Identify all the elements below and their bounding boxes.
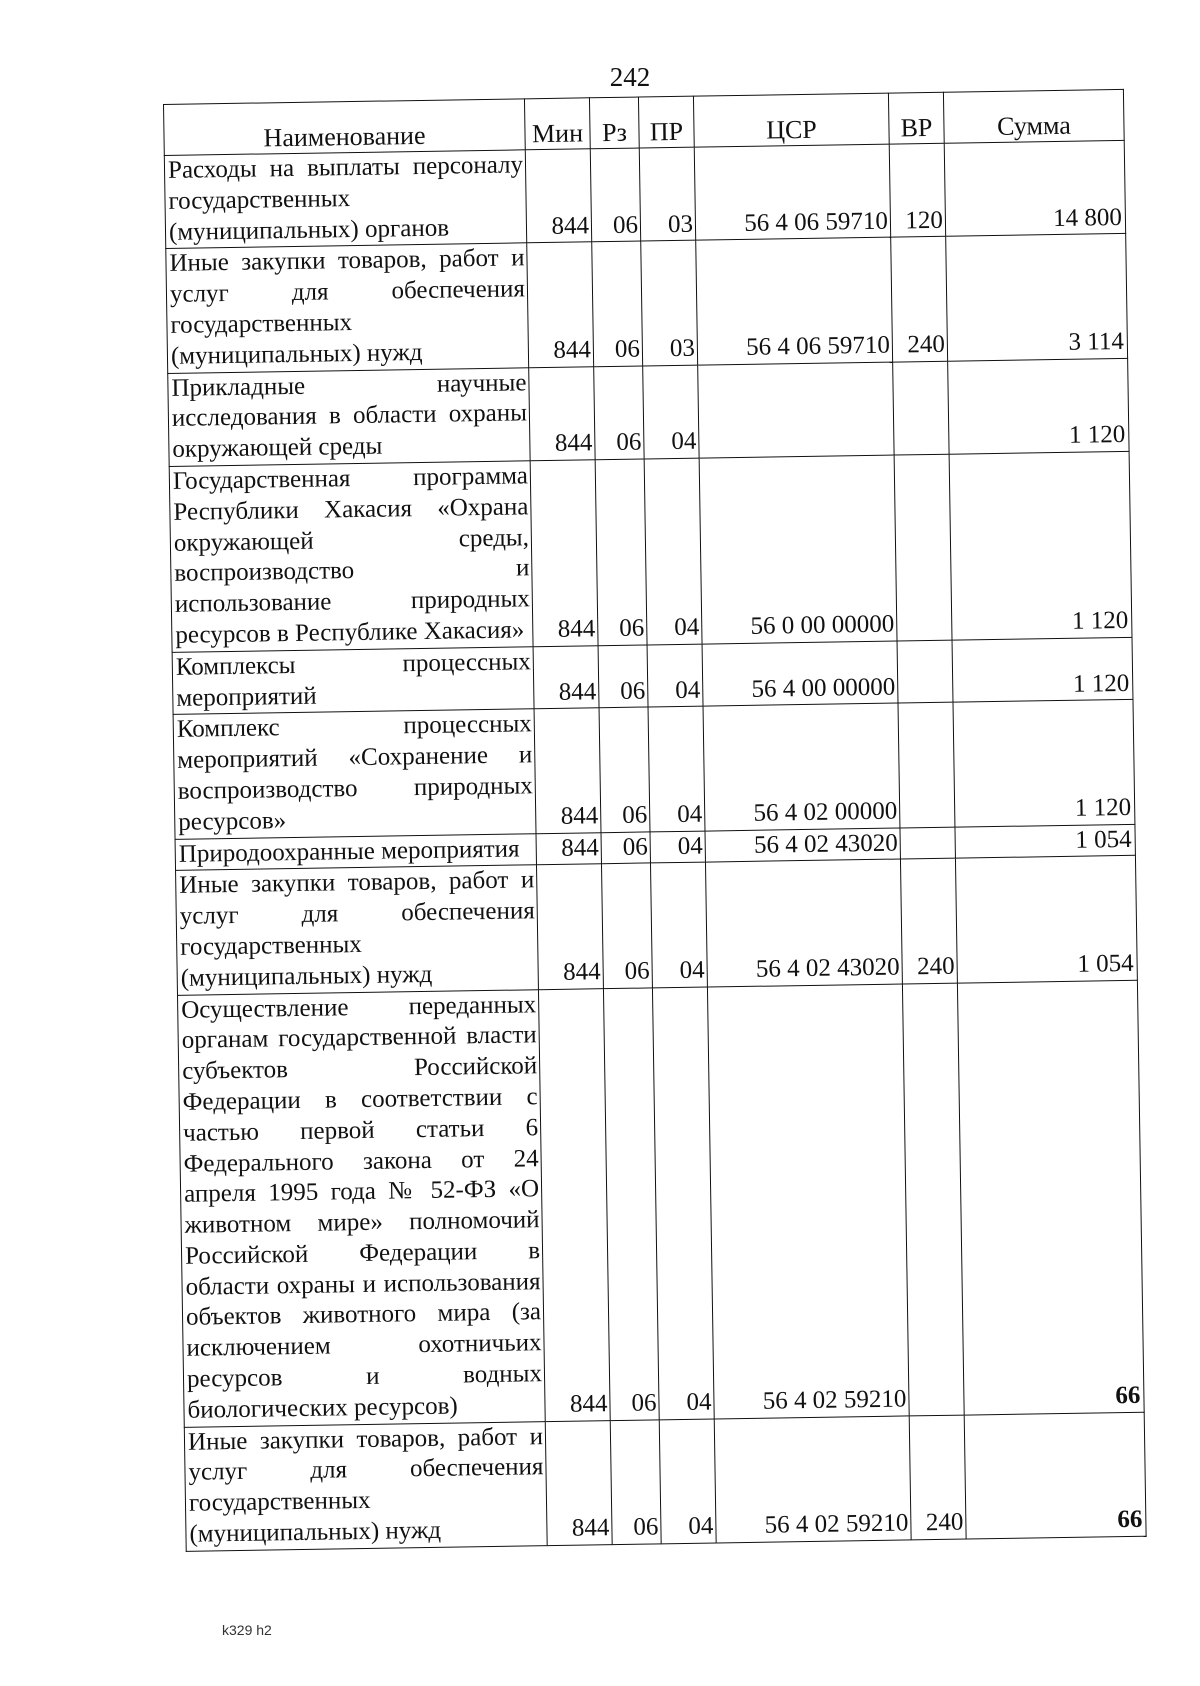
page-number: 242 — [609, 62, 651, 92]
row-csr: 56 4 02 59210 — [707, 984, 909, 1419]
row-csr: 56 4 02 43020 — [705, 828, 900, 863]
row-vr: 120 — [889, 143, 945, 237]
header-vr: ВР — [888, 92, 944, 144]
row-name: Иные закупки товаров, работ и услуг для обеспечения государственных (муниципальных) нужд — [184, 1421, 547, 1551]
header-csr: ЦСР — [693, 93, 889, 147]
row-name: Природоохранные мероприятия — [175, 833, 536, 870]
row-sum: 1 120 — [952, 637, 1133, 702]
row-vr: 240 — [909, 1415, 966, 1540]
row-min: 844 — [534, 708, 601, 833]
row-pr: 04 — [659, 1419, 716, 1544]
row-pr: 04 — [647, 644, 703, 707]
header-name: Наименование — [164, 99, 526, 156]
row-pr: 04 — [643, 365, 699, 459]
row-sum: 1 120 — [948, 358, 1129, 454]
row-min: 844 — [538, 988, 610, 1421]
table-row — [176, 856, 1138, 995]
row-rz: 06 — [601, 831, 650, 864]
row-rz: 06 — [594, 366, 644, 460]
row-pr: 04 — [650, 831, 705, 864]
row-sum: 3 114 — [946, 234, 1128, 361]
row-csr: 56 4 02 59210 — [714, 1416, 911, 1543]
row-name: Иные закупки товаров, работ и услуг для обеспечения государственных (муниципальных) нужд — [176, 865, 539, 995]
row-csr: 56 4 06 59710 — [696, 237, 893, 364]
row-csr: 56 4 02 43020 — [705, 859, 902, 986]
table-row — [164, 140, 1125, 248]
row-rz: 06 — [592, 241, 643, 366]
header-sum: Сумма — [943, 89, 1124, 143]
header-pr: ПР — [638, 96, 694, 148]
row-name: Комплексы процессных мероприятий — [172, 647, 534, 715]
row-name: Иные закупки товаров, работ и услуг для обеспечения государственных (муниципальных) нужд — [166, 243, 529, 373]
table-row — [177, 980, 1144, 1427]
row-sum: 66 — [957, 980, 1144, 1415]
row-name: Комплекс процессных мероприятий «Сохранение и воспроизводство природных ресурсов» — [173, 709, 536, 839]
row-sum: 66 — [964, 1412, 1146, 1539]
row-vr — [894, 454, 952, 641]
row-csr: 56 4 00 00000 — [702, 641, 898, 707]
row-csr: 56 4 06 59710 — [694, 144, 890, 240]
row-min: 844 — [545, 1420, 612, 1545]
table-row — [184, 1412, 1146, 1551]
row-rz: 06 — [599, 707, 650, 832]
row-pr: 04 — [652, 987, 714, 1420]
budget-sheet — [163, 89, 1146, 1552]
row-sum: 14 800 — [944, 140, 1125, 236]
row-vr — [902, 983, 964, 1416]
row-min: 844 — [537, 864, 604, 989]
row-csr: 56 4 02 00000 — [703, 703, 900, 830]
table-row — [173, 700, 1135, 839]
row-pr: 03 — [639, 147, 695, 241]
row-sum: 1 054 — [955, 856, 1137, 983]
row-min: 844 — [536, 832, 601, 865]
row-min: 844 — [533, 645, 599, 709]
row-vr — [893, 361, 949, 455]
table-row — [166, 234, 1128, 373]
row-sum: 1 120 — [953, 700, 1135, 827]
row-name: Государственная программа Республики Хакасия «Охрана окружающей среды, воспроизводство и использование природных ресурсов в Республике Хакасия» — [169, 461, 533, 652]
table-row — [168, 358, 1129, 466]
row-vr: 240 — [891, 237, 948, 362]
row-pr: 04 — [648, 706, 705, 831]
row-min: 844 — [529, 366, 595, 460]
row-vr — [897, 640, 953, 703]
header-rz: Рз — [589, 97, 639, 149]
row-min: 844 — [530, 460, 598, 647]
row-vr — [900, 827, 955, 860]
row-sum: 1 054 — [955, 824, 1135, 859]
row-csr: 56 0 00 00000 — [699, 455, 897, 644]
table-row — [169, 451, 1132, 652]
row-vr — [898, 703, 955, 828]
row-pr: 04 — [650, 862, 707, 987]
row-min: 844 — [525, 149, 591, 243]
row-rz: 06 — [610, 1420, 661, 1545]
row-min: 844 — [527, 242, 594, 367]
row-sum: 1 120 — [949, 451, 1132, 640]
row-rz: 06 — [601, 863, 652, 988]
header-min: Мин — [524, 98, 590, 150]
row-vr: 240 — [900, 858, 957, 983]
row-rz: 06 — [603, 987, 659, 1420]
row-pr: 04 — [644, 458, 702, 645]
footer-code: k329 h2 — [222, 1622, 272, 1638]
row-rz: 06 — [595, 459, 647, 646]
row-pr: 03 — [641, 241, 698, 366]
budget-table — [163, 89, 1147, 1552]
row-name: Прикладные научные исследования в области охраны окружающей среды — [168, 367, 530, 466]
row-name: Осуществление переданных органам государственной власти субъектов Российской Федерации в соответствии с частью первой статьи 6 Федерального закона от 24 апреля 1995 года № 52-ФЗ «О животном мире» полномочий Российской Федерации в области охраны и использования объектов животного мира (за исключением охотничьих ресурсов и водных биологических ресурсов) — [177, 989, 545, 1427]
row-name: Расходы на выплаты персоналу государственных (муниципальных) органов — [164, 150, 526, 249]
row-csr — [698, 362, 894, 458]
row-rz: 06 — [598, 645, 648, 708]
row-rz: 06 — [590, 148, 640, 242]
